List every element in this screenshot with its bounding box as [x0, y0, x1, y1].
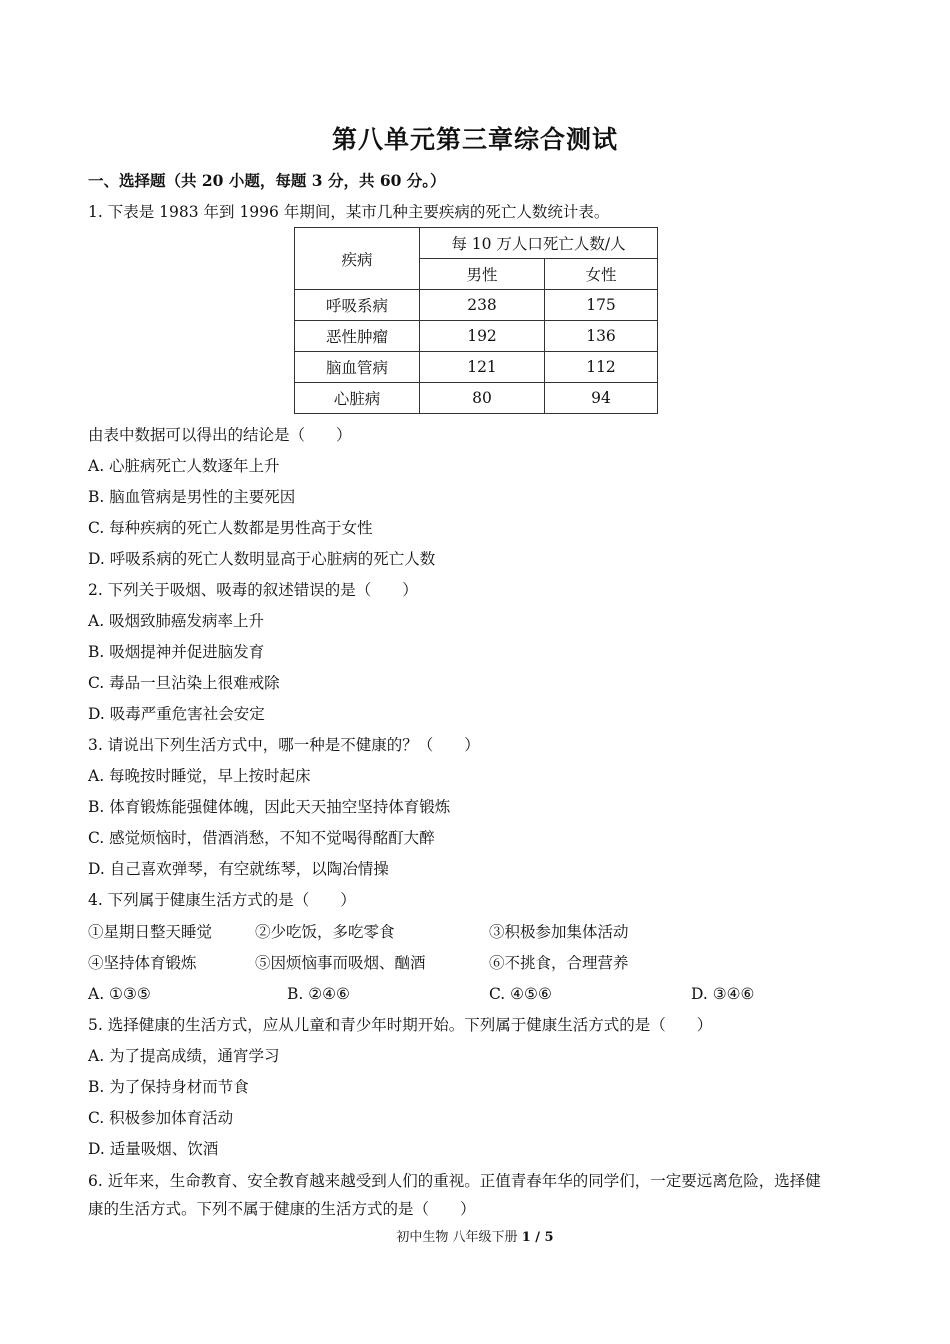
- q3-option-a: A. 每晚按时睡觉，早上按时起床: [88, 767, 311, 785]
- q6-stem-line1: 6. 近年来，生命教育、安全教育越来越受到人们的重视。正值青春年华的同学们，一定要远离危险，选择健: [88, 1172, 821, 1190]
- cell-female: 112: [545, 352, 658, 383]
- q3-stem: 3. 请说出下列生活方式中，哪一种是不健康的？（ ）: [88, 736, 480, 754]
- cell-disease: 脑血管病: [295, 352, 420, 383]
- cell-disease: 恶性肿瘤: [295, 321, 420, 352]
- q4-option-a: A. ①③⑤: [88, 985, 151, 1003]
- mortality-table: [294, 227, 658, 414]
- cell-male: 192: [420, 321, 545, 352]
- q1-stem: 1. 下表是 1983 年到 1996 年期间，某市几种主要疾病的死亡人数统计表。: [88, 203, 610, 221]
- header-male: 男性: [420, 259, 545, 290]
- q5-option-a: A. 为了提高成绩，通宵学习: [88, 1047, 280, 1065]
- q4-item-3: ③积极参加集体活动: [489, 923, 629, 941]
- q2-option-d: D. 吸毒严重危害社会安定: [88, 705, 265, 723]
- table-row: [295, 321, 658, 352]
- page-footer: [0, 1226, 950, 1245]
- q4-option-d: D. ③④⑥: [691, 985, 755, 1003]
- q3-option-b: B. 体育锻炼能强健体魄，因此天天抽空坚持体育锻炼: [88, 798, 451, 816]
- page-number: 1 / 5: [521, 1230, 554, 1245]
- cell-disease: 呼吸系病: [295, 290, 420, 321]
- cell-female: 136: [545, 321, 658, 352]
- footer-text: 初中生物 八年级下册: [396, 1230, 518, 1245]
- q2-option-c: C. 毒品一旦沾染上很难戒除: [88, 674, 280, 692]
- cell-female: 94: [545, 383, 658, 414]
- q4-stem: 4. 下列属于健康生活方式的是（ ）: [88, 891, 356, 909]
- cell-male: 80: [420, 383, 545, 414]
- q4-item-6: ⑥不挑食，合理营养: [489, 954, 629, 972]
- q4-item-1: ①星期日整天睡觉: [88, 923, 213, 941]
- q4-item-5: ⑤因烦恼事而吸烟、酗酒: [255, 954, 426, 972]
- table-row: [295, 383, 658, 414]
- table-row: [295, 352, 658, 383]
- q4-item-4: ④坚持体育锻炼: [88, 954, 197, 972]
- q1-option-b: B. 脑血管病是男性的主要死因: [88, 488, 296, 506]
- table-row: [295, 290, 658, 321]
- q1-question: 由表中数据可以得出的结论是（ ）: [88, 426, 352, 444]
- q4-option-b: B. ②④⑥: [287, 985, 350, 1003]
- q4-item-2: ②少吃饭，多吃零食: [255, 923, 395, 941]
- page-title: 第八单元第三章综合测试: [331, 125, 618, 154]
- header-group: 每 10 万人口死亡人数/人: [420, 228, 658, 259]
- header-female: 女性: [545, 259, 658, 290]
- cell-female: 175: [545, 290, 658, 321]
- cell-disease: 心脏病: [295, 383, 420, 414]
- q3-option-d: D. 自己喜欢弹琴，有空就练琴，以陶冶情操: [88, 860, 389, 878]
- q2-option-a: A. 吸烟致肺癌发病率上升: [88, 612, 265, 630]
- q3-option-c: C. 感觉烦恼时，借酒消愁，不知不觉喝得酩酊大醉: [88, 829, 435, 847]
- q5-option-d: D. 适量吸烟、饮酒: [88, 1140, 219, 1158]
- q1-option-c: C. 每种疾病的死亡人数都是男性高于女性: [88, 519, 373, 537]
- q2-stem: 2. 下列关于吸烟、吸毒的叙述错误的是（ ）: [88, 581, 418, 599]
- q4-option-c: C. ④⑤⑥: [489, 985, 552, 1003]
- q1-option-d: D. 呼吸系病的死亡人数明显高于心脏病的死亡人数: [88, 550, 436, 568]
- header-disease: 疾病: [295, 228, 420, 290]
- cell-male: 121: [420, 352, 545, 383]
- q6-stem-line2: 康的生活方式。下列不属于健康的生活方式的是（ ）: [88, 1200, 476, 1218]
- q5-option-c: C. 积极参加体育活动: [88, 1109, 234, 1127]
- q2-option-b: B. 吸烟提神并促进脑发育: [88, 643, 265, 661]
- q1-option-a: A. 心脏病死亡人数逐年上升: [88, 457, 280, 475]
- cell-male: 238: [420, 290, 545, 321]
- q5-stem: 5. 选择健康的生活方式，应从儿童和青少年时期开始。下列属于健康生活方式的是（ ）: [88, 1016, 713, 1034]
- q5-option-b: B. 为了保持身材而节食: [88, 1078, 249, 1096]
- section-heading: 一、选择题（共 20 小题，每题 3 分，共 60 分。）: [88, 171, 446, 190]
